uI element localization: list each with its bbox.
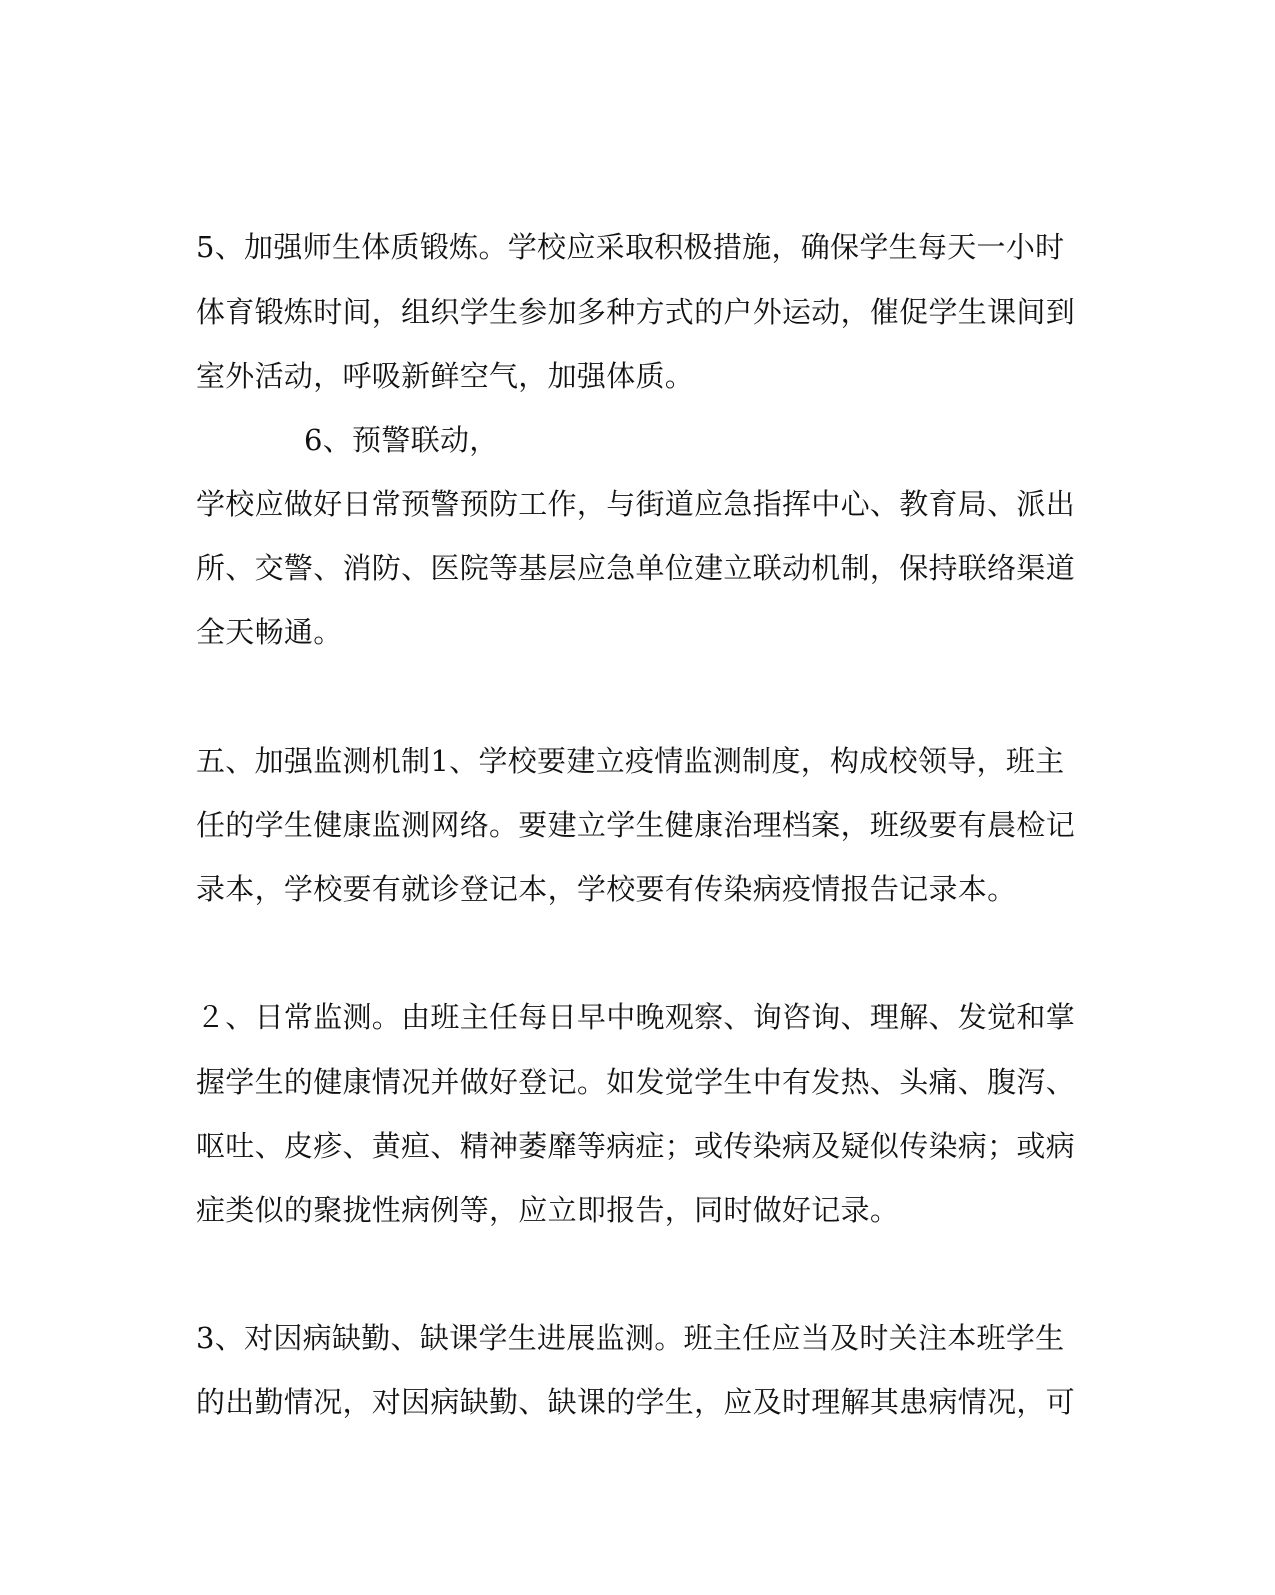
item-2-line-2: 握学生的健康情况并做好登记。如发觉学生中有发热、头痛、腹泻、	[196, 1065, 1076, 1099]
paragraph-6-heading: 6、预警联动，	[304, 423, 499, 457]
paragraph-6-line-1: 学校应做好日常预警预防工作，与街道应急指挥中心、教育局、派出	[196, 487, 1076, 521]
item-2-line-3: 呕吐、皮疹、黄疸、精神萎靡等病症；或传染病及疑似传染病；或病	[196, 1129, 1076, 1163]
section-5-line-1: 五、加强监测机制1、学校要建立疫情监测制度，构成校领导，班主	[196, 744, 1065, 778]
paragraph-6-line-2: 所、交警、消防、医院等基层应急单位建立联动机制，保持联络渠道	[196, 551, 1076, 585]
section-5-line-2: 任的学生健康监测网络。要建立学生健康治理档案，班级要有晨检记	[196, 808, 1076, 842]
paragraph-6-line-3: 全天畅通。	[196, 615, 343, 649]
item-2-line-1: ２、日常监测。由班主任每日早中晚观察、询咨询、理解、发觉和掌	[196, 1000, 1076, 1034]
paragraph-5-line-2: 体育锻炼时间，组织学生参加多种方式的户外运动，催促学生课间到	[196, 295, 1076, 329]
item-3-line-2: 的出勤情况，对因病缺勤、缺课的学生，应及时理解其患病情况，可	[196, 1385, 1076, 1419]
item-3-line-1: 3、对因病缺勤、缺课学生进展监测。班主任应当及时关注本班学生	[196, 1321, 1065, 1355]
item-2-line-4: 症类似的聚拢性病例等，应立即报告，同时做好记录。	[196, 1193, 900, 1227]
section-5-line-3: 录本，学校要有就诊登记本，学校要有传染病疫情报告记录本。	[196, 872, 1017, 906]
paragraph-5-line-1: 5、加强师生体质锻炼。学校应采取积极措施，确保学生每天一小时	[196, 230, 1065, 264]
paragraph-5-line-3: 室外活动，呼吸新鲜空气，加强体质。	[196, 359, 695, 393]
